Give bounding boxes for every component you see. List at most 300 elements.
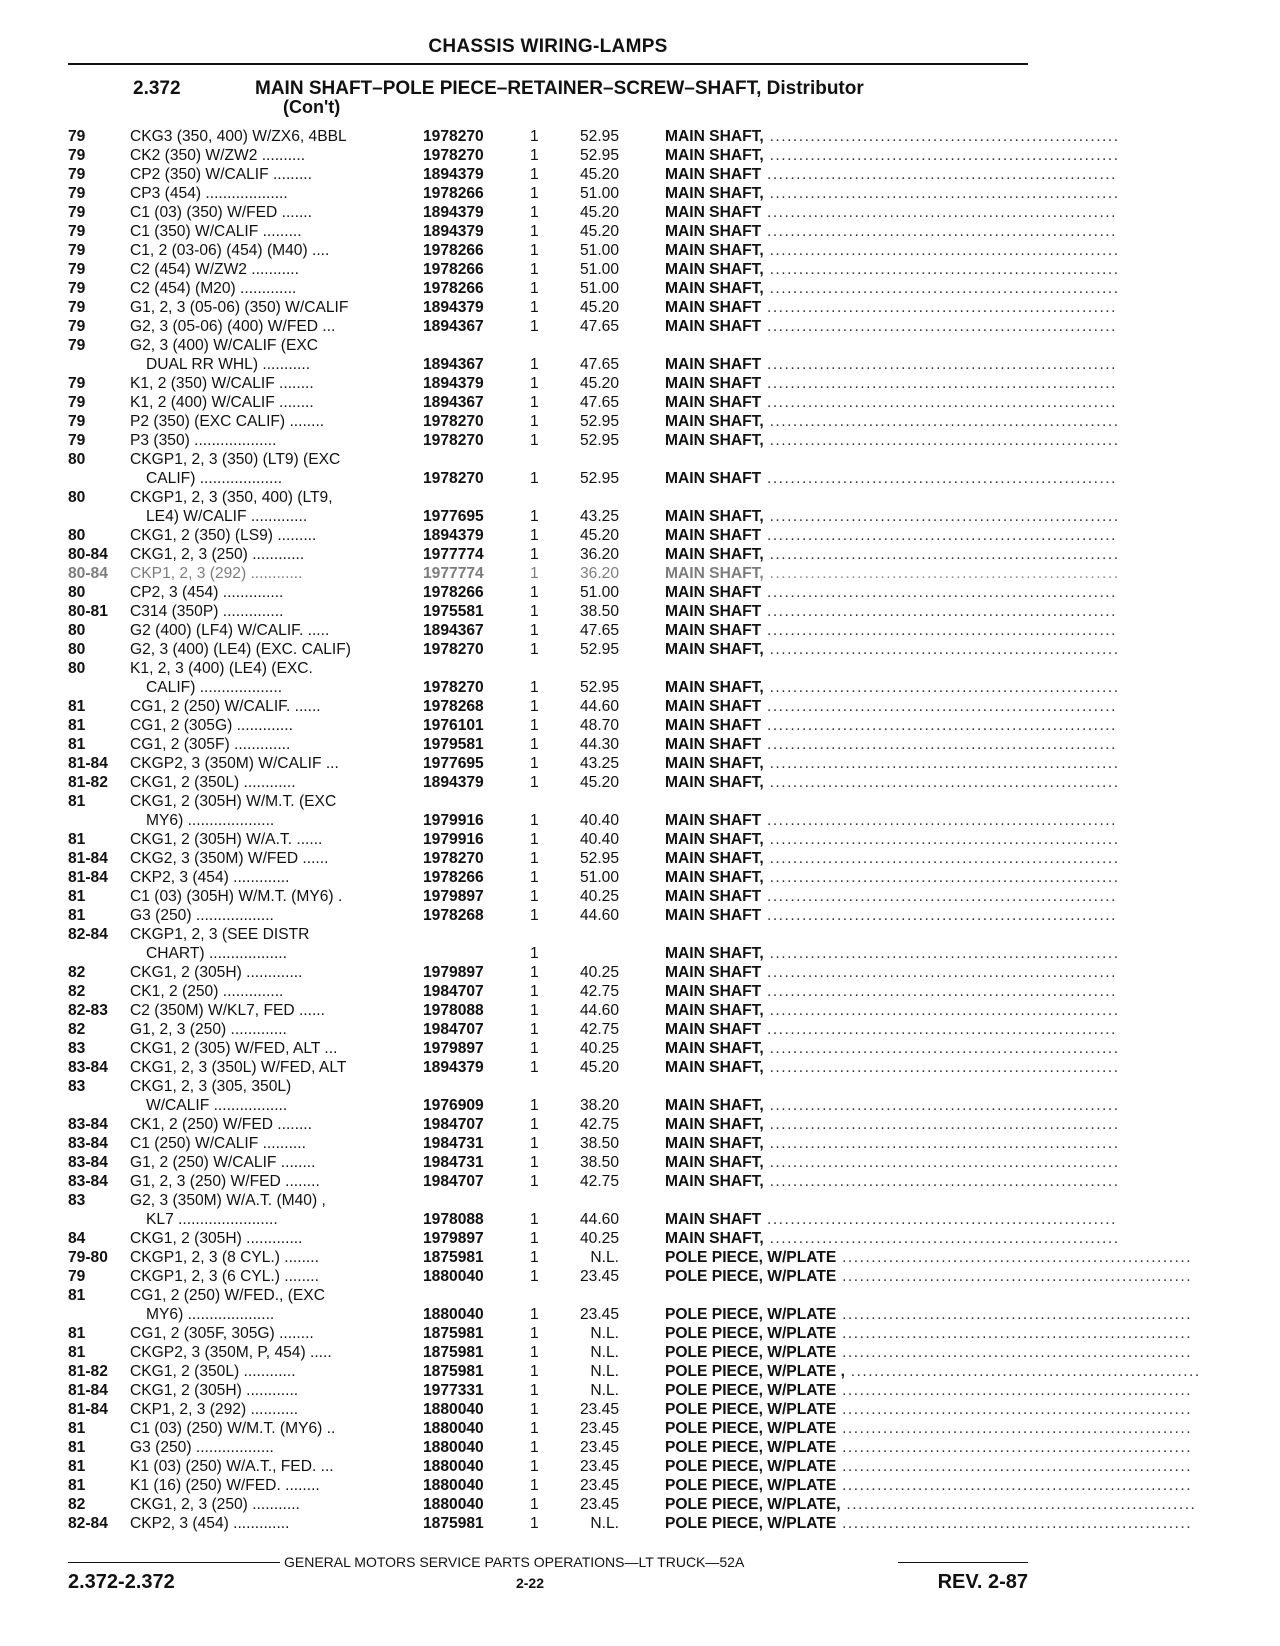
price-cell: 52.95 (579, 641, 619, 658)
price-cell: N.L. (590, 1382, 619, 1399)
part-number-cell: 1978270 (423, 432, 484, 449)
price-cell: 40.25 (579, 888, 619, 905)
part-name: POLE PIECE, W/PLATE (665, 1306, 837, 1323)
part-name: MAIN SHAFT, (665, 508, 764, 525)
part-name-cell (665, 374, 1117, 393)
description-cell: C314 (350P) .............. (130, 603, 284, 620)
table-row (68, 1381, 1193, 1400)
price-cell: 38.50 (579, 603, 619, 620)
quantity-cell: 1 (530, 1306, 539, 1323)
leader-dots: ............................................................ (763, 641, 1120, 658)
year-cell: 83-84 (68, 1135, 108, 1152)
revision-label: REV. 2-87 (937, 1571, 1028, 1593)
year-cell: 80 (68, 660, 86, 677)
leader-dots: ............................................................ (763, 850, 1120, 867)
leader-dots: ............................................................ (761, 223, 1117, 240)
leader-dots: ............................................................ (761, 584, 1117, 601)
part-number-cell: 1894379 (423, 375, 484, 392)
description-cell: CKG1, 2, 3 (250) ............ (130, 546, 305, 563)
leader-dots: ............................................................ (763, 1230, 1120, 1247)
price-cell: 38.50 (579, 1135, 619, 1152)
part-name-cell (665, 146, 1120, 165)
part-number-cell: 1875981 (423, 1325, 484, 1342)
part-number-cell: 1984707 (423, 1116, 484, 1133)
quantity-cell: 1 (530, 242, 539, 259)
table-row (68, 469, 1117, 488)
table-row (68, 811, 1117, 830)
part-number-cell: 1979581 (423, 736, 484, 753)
table-row (68, 1400, 1193, 1419)
year-cell: 79 (68, 394, 86, 411)
part-number-cell: 1976101 (423, 717, 484, 734)
price-cell: 23.45 (579, 1477, 619, 1494)
description-cell: G2 (400) (LF4) W/CALIF. ..... (130, 622, 330, 639)
part-number-cell: 1984707 (423, 1173, 484, 1190)
year-cell: 79 (68, 128, 86, 145)
leader-dots: ............................................................ (761, 736, 1117, 753)
part-name: MAIN SHAFT (665, 1211, 762, 1228)
description-cell: CG1, 2 (250) W/FED., (EXC (130, 1287, 325, 1304)
year-cell: 83 (68, 1192, 86, 1209)
table-row (68, 1058, 1120, 1077)
part-name: MAIN SHAFT, (665, 850, 764, 867)
leader-dots: ............................................................ (836, 1515, 1193, 1532)
part-name-cell (665, 678, 1120, 697)
quantity-cell: 1 (530, 679, 539, 696)
year-cell: 81 (68, 1420, 86, 1437)
part-name: MAIN SHAFT (665, 318, 762, 335)
year-cell: 80 (68, 527, 86, 544)
quantity-cell: 1 (530, 261, 539, 278)
year-cell: 79 (68, 185, 86, 202)
part-name: MAIN SHAFT (665, 527, 762, 544)
leader-dots: ............................................................ (763, 831, 1120, 848)
year-cell: 80-84 (68, 565, 108, 582)
table-row (68, 697, 1117, 716)
part-name: MAIN SHAFT, (665, 1116, 764, 1133)
part-name: MAIN SHAFT (665, 584, 762, 601)
part-name: MAIN SHAFT (665, 622, 762, 639)
quantity-cell: 1 (530, 185, 539, 202)
footer-publisher-line: GENERAL MOTORS SERVICE PARTS OPERATIONS—LT TRUCK—52A (284, 1554, 745, 1570)
table-row (68, 716, 1117, 735)
part-name-cell (665, 1115, 1120, 1134)
part-name: MAIN SHAFT (665, 964, 762, 981)
quantity-cell: 1 (530, 1401, 539, 1418)
part-number-cell: 1875981 (423, 1344, 484, 1361)
price-cell: N.L. (590, 1515, 619, 1532)
quantity-cell: 1 (530, 964, 539, 981)
table-row (68, 944, 1120, 963)
quantity-cell: 1 (530, 869, 539, 886)
leader-dots: ............................................................ (761, 698, 1117, 715)
description-cell: CG1, 2 (305G) ............. (130, 717, 293, 734)
description-cell: CKG1, 2 (305H) W/A.T. ...... (130, 831, 323, 848)
price-cell: 23.45 (579, 1496, 619, 1513)
part-name-cell (665, 1229, 1120, 1248)
part-name-cell (665, 317, 1117, 336)
table-row (68, 621, 1117, 640)
description-cell: K1, 2 (400) W/CALIF ........ (130, 394, 314, 411)
leader-dots: ............................................................ (761, 394, 1117, 411)
table-row (68, 659, 1028, 678)
year-cell: 80-84 (68, 546, 108, 563)
table-row (68, 792, 1028, 811)
part-name: POLE PIECE, W/PLATE (665, 1420, 837, 1437)
table-row (68, 640, 1120, 659)
quantity-cell: 1 (530, 1439, 539, 1456)
year-cell: 82 (68, 983, 86, 1000)
description-cell: C2 (454) (M20) ............. (130, 280, 297, 297)
part-name-cell (665, 1248, 1193, 1267)
price-cell: 45.20 (579, 204, 619, 221)
quantity-cell: 1 (530, 717, 539, 734)
table-row (68, 1020, 1117, 1039)
part-name-cell (665, 1153, 1120, 1172)
quantity-cell: 1 (530, 736, 539, 753)
part-number-cell: 1978270 (423, 128, 484, 145)
part-name: MAIN SHAFT (665, 204, 762, 221)
description-cell: C1, 2 (03-06) (454) (M40) .... (130, 242, 330, 259)
price-cell: 42.75 (579, 1116, 619, 1133)
part-name: MAIN SHAFT, (665, 1059, 764, 1076)
quantity-cell: 1 (530, 1477, 539, 1494)
part-name: MAIN SHAFT, (665, 565, 764, 582)
description-cell: CKP1, 2, 3 (292) ............ (130, 565, 303, 582)
part-number-cell: 1977774 (423, 546, 484, 563)
part-name: MAIN SHAFT, (665, 1097, 764, 1114)
leader-dots: ............................................................ (763, 508, 1120, 525)
quantity-cell: 1 (530, 394, 539, 411)
part-number-cell: 1978266 (423, 185, 484, 202)
price-cell: 47.65 (579, 622, 619, 639)
description-cell: CKG1, 2 (305H) W/M.T. (EXC (130, 793, 337, 810)
description-cell: CK1, 2 (250) W/FED ........ (130, 1116, 312, 1133)
part-name: MAIN SHAFT (665, 375, 762, 392)
part-name: MAIN SHAFT, (665, 774, 764, 791)
table-row (68, 830, 1120, 849)
part-number-cell: 1894379 (423, 1059, 484, 1076)
description-cell: C1 (03) (250) W/M.T. (MY6) .. (130, 1420, 336, 1437)
quantity-cell: 1 (530, 888, 539, 905)
table-row (68, 279, 1120, 298)
table-row (68, 412, 1120, 431)
section-number: 2.372 (133, 78, 181, 99)
part-name-cell (665, 545, 1120, 564)
description-cell: CKG1, 2, 3 (350L) W/FED, ALT (130, 1059, 347, 1076)
part-name-cell (665, 1381, 1193, 1400)
quantity-cell: 1 (530, 470, 539, 487)
quantity-cell: 1 (530, 1458, 539, 1475)
year-cell: 81 (68, 1458, 86, 1475)
year-cell: 82 (68, 964, 86, 981)
part-number-cell: 1977695 (423, 508, 484, 525)
quantity-cell: 1 (530, 1249, 539, 1266)
quantity-cell: 1 (530, 318, 539, 335)
price-cell: 45.20 (579, 223, 619, 240)
table-row (68, 1514, 1193, 1533)
description-cell: DUAL RR WHL) ........... (146, 356, 311, 373)
part-number-cell: 1978268 (423, 698, 484, 715)
table-row (68, 1267, 1193, 1286)
title-rule (68, 63, 1028, 65)
quantity-cell: 1 (530, 565, 539, 582)
part-name-cell (665, 1324, 1193, 1343)
year-cell: 80 (68, 641, 86, 658)
part-number-cell: 1984731 (423, 1135, 484, 1152)
part-name: MAIN SHAFT (665, 299, 762, 316)
leader-dots: ............................................................ (763, 1059, 1120, 1076)
description-cell: CKG1, 2 (305) W/FED, ALT ... (130, 1040, 338, 1057)
price-cell: 42.75 (579, 1173, 619, 1190)
part-number-cell: 1880040 (423, 1401, 484, 1418)
part-number-cell: 1978268 (423, 907, 484, 924)
part-name: POLE PIECE, W/PLATE, (665, 1496, 841, 1513)
price-cell: 44.60 (579, 698, 619, 715)
table-row (68, 1191, 1028, 1210)
part-number-cell: 1978270 (423, 413, 484, 430)
description-cell: CK1, 2 (250) .............. (130, 983, 284, 1000)
part-name-cell (665, 811, 1117, 830)
part-number-cell: 1984707 (423, 1021, 484, 1038)
part-name-cell (665, 393, 1117, 412)
table-row (68, 1343, 1193, 1362)
part-name: POLE PIECE, W/PLATE (665, 1382, 837, 1399)
price-cell: 51.00 (579, 280, 619, 297)
leader-dots: ............................................................ (761, 1211, 1117, 1228)
year-cell: 79 (68, 432, 86, 449)
year-cell: 81-84 (68, 755, 108, 772)
price-cell: 47.65 (579, 394, 619, 411)
leader-dots: ............................................................ (763, 261, 1120, 278)
leader-dots: ............................................................ (763, 1040, 1120, 1057)
part-name-cell (665, 127, 1120, 146)
leader-dots: ............................................................ (763, 280, 1120, 297)
year-cell: 81 (68, 1325, 86, 1342)
quantity-cell: 1 (530, 641, 539, 658)
price-cell: 42.75 (579, 1021, 619, 1038)
quantity-cell: 1 (530, 1021, 539, 1038)
year-cell: 81-84 (68, 850, 108, 867)
part-name-cell (665, 1362, 1201, 1381)
footer-rule-left (68, 1562, 280, 1563)
description-cell: CKG1, 2 (350) (LS9) ......... (130, 527, 317, 544)
quantity-cell: 1 (530, 774, 539, 791)
description-cell: CALIF) ................... (146, 470, 283, 487)
part-number-cell: 1978266 (423, 261, 484, 278)
description-cell: K1, 2 (350) W/CALIF ........ (130, 375, 314, 392)
leader-dots: ............................................................ (836, 1420, 1193, 1437)
quantity-cell: 1 (530, 831, 539, 848)
part-number-cell: 1979916 (423, 831, 484, 848)
quantity-cell: 1 (530, 1268, 539, 1285)
leader-dots: ............................................................ (763, 128, 1120, 145)
part-name: MAIN SHAFT, (665, 128, 764, 145)
part-name: MAIN SHAFT (665, 470, 762, 487)
leader-dots: ............................................................ (761, 812, 1117, 829)
part-name-cell (665, 640, 1120, 659)
part-name-cell (665, 1020, 1117, 1039)
part-number-cell: 1978270 (423, 850, 484, 867)
quantity-cell: 1 (530, 1135, 539, 1152)
description-cell: CKG1, 2 (350L) ............ (130, 1363, 296, 1380)
year-cell: 81 (68, 907, 86, 924)
part-name-cell (665, 963, 1117, 982)
part-name: MAIN SHAFT, (665, 546, 764, 563)
part-name-cell (665, 1400, 1193, 1419)
part-name: POLE PIECE, W/PLATE (665, 1325, 837, 1342)
year-cell: 82-84 (68, 1515, 108, 1532)
leader-dots: ............................................................ (761, 318, 1117, 335)
quantity-cell: 1 (530, 375, 539, 392)
part-name: MAIN SHAFT (665, 907, 762, 924)
part-name-cell (665, 621, 1117, 640)
part-number-cell: 1978266 (423, 869, 484, 886)
leader-dots: ............................................................ (836, 1382, 1193, 1399)
description-cell: CKG1, 2, 3 (250) ........... (130, 1496, 300, 1513)
description-cell: P3 (350) ................... (130, 432, 277, 449)
leader-dots: ............................................................ (763, 869, 1120, 886)
leader-dots: ............................................................ (761, 717, 1117, 734)
year-cell: 81-82 (68, 1363, 108, 1380)
part-name-cell (665, 184, 1120, 203)
price-cell: 40.40 (579, 831, 619, 848)
description-cell: CP2 (350) W/CALIF ......... (130, 166, 312, 183)
part-name: MAIN SHAFT, (665, 242, 764, 259)
table-row (68, 735, 1117, 754)
description-cell: G1, 2, 3 (05-06) (350) W/CALIF (130, 299, 349, 316)
leader-dots: ............................................................ (763, 755, 1120, 772)
part-name-cell (665, 982, 1117, 1001)
description-cell: CP2, 3 (454) .............. (130, 584, 284, 601)
quantity-cell: 1 (530, 907, 539, 924)
quantity-cell: 1 (530, 280, 539, 297)
leader-dots: ............................................................ (761, 622, 1117, 639)
section-title: MAIN SHAFT–POLE PIECE–RETAINER–SCREW–SHAFT, Distributor (255, 78, 864, 99)
price-cell: 47.65 (579, 318, 619, 335)
part-number-cell: 1880040 (423, 1268, 484, 1285)
price-cell: 40.25 (579, 964, 619, 981)
part-name: MAIN SHAFT, (665, 1002, 764, 1019)
part-name-cell (665, 1438, 1193, 1457)
leader-dots: ............................................................ (763, 1173, 1120, 1190)
part-number-cell: 1894379 (423, 204, 484, 221)
quantity-cell: 1 (530, 128, 539, 145)
leader-dots: ............................................................ (761, 907, 1117, 924)
table-row (68, 982, 1117, 1001)
price-cell: 52.95 (579, 850, 619, 867)
year-cell: 81-84 (68, 1382, 108, 1399)
part-number-cell: 1894379 (423, 774, 484, 791)
quantity-cell: 1 (530, 299, 539, 316)
part-name: MAIN SHAFT (665, 888, 762, 905)
leader-dots: ............................................................ (761, 299, 1117, 316)
table-row (68, 1324, 1193, 1343)
description-cell: CKGP1, 2, 3 (6 CYL.) ........ (130, 1268, 319, 1285)
price-cell: 40.25 (579, 1230, 619, 1247)
price-cell: 52.95 (579, 470, 619, 487)
description-cell: MY6) .................... (146, 812, 275, 829)
price-cell: 45.20 (579, 527, 619, 544)
table-row (68, 1229, 1120, 1248)
table-row (68, 1077, 1028, 1096)
part-number-cell: 1894367 (423, 318, 484, 335)
part-name-cell (665, 298, 1117, 317)
part-name: MAIN SHAFT, (665, 261, 764, 278)
leader-dots: ............................................................ (763, 185, 1120, 202)
parts-list (68, 127, 1201, 1533)
part-name-cell (665, 355, 1117, 374)
leader-dots: ............................................................ (836, 1401, 1193, 1418)
table-row (68, 336, 1028, 355)
part-name-cell (665, 1039, 1120, 1058)
part-name-cell (665, 1210, 1117, 1229)
price-cell: N.L. (590, 1344, 619, 1361)
year-cell: 80 (68, 489, 86, 506)
table-row (68, 963, 1117, 982)
part-name: MAIN SHAFT, (665, 679, 764, 696)
year-cell: 81-84 (68, 1401, 108, 1418)
part-number-cell: 1978088 (423, 1211, 484, 1228)
description-cell: CKG1, 2, 3 (305, 350L) (130, 1078, 292, 1095)
part-name-cell (665, 469, 1117, 488)
description-cell: W/CALIF ................. (146, 1097, 288, 1114)
part-number-cell: 1984731 (423, 1154, 484, 1171)
price-cell: 23.45 (579, 1420, 619, 1437)
quantity-cell: 1 (530, 1363, 539, 1380)
part-name: POLE PIECE, W/PLATE , (665, 1363, 845, 1380)
table-row (68, 868, 1120, 887)
quantity-cell: 1 (530, 1496, 539, 1513)
year-cell: 82 (68, 1496, 86, 1513)
description-cell: G2, 3 (400) W/CALIF (EXC (130, 337, 319, 354)
price-cell: 48.70 (579, 717, 619, 734)
part-name-cell (665, 1514, 1193, 1533)
year-cell: 79 (68, 1268, 86, 1285)
part-name: MAIN SHAFT, (665, 147, 764, 164)
table-row (68, 1172, 1120, 1191)
table-row (68, 906, 1117, 925)
leader-dots: ............................................................ (761, 888, 1117, 905)
leader-dots: ............................................................ (763, 1097, 1120, 1114)
table-row (68, 393, 1117, 412)
part-number-cell: 1880040 (423, 1420, 484, 1437)
table-row (68, 545, 1120, 564)
part-name-cell (665, 754, 1120, 773)
part-name-cell (665, 279, 1120, 298)
table-row (68, 1039, 1120, 1058)
table-row (68, 1134, 1120, 1153)
description-cell: CKG1, 2 (350L) ............ (130, 774, 296, 791)
leader-dots: ............................................................ (763, 432, 1120, 449)
year-cell: 83 (68, 1040, 86, 1057)
part-number-cell: 1978266 (423, 280, 484, 297)
price-cell: 47.65 (579, 356, 619, 373)
quantity-cell: 1 (530, 166, 539, 183)
quantity-cell: 1 (530, 1382, 539, 1399)
leader-dots: ............................................................ (761, 166, 1117, 183)
quantity-cell: 1 (530, 1420, 539, 1437)
part-number-cell: 1979897 (423, 1230, 484, 1247)
part-name: MAIN SHAFT (665, 812, 762, 829)
part-name: MAIN SHAFT (665, 717, 762, 734)
description-cell: MY6) .................... (146, 1306, 275, 1323)
description-cell: CKG1, 2 (305H) ............. (130, 964, 303, 981)
leader-dots: ............................................................ (763, 1116, 1120, 1133)
description-cell: CHART) .................. (146, 945, 287, 962)
description-cell: CKP2, 3 (454) ............. (130, 1515, 290, 1532)
year-cell: 79 (68, 299, 86, 316)
